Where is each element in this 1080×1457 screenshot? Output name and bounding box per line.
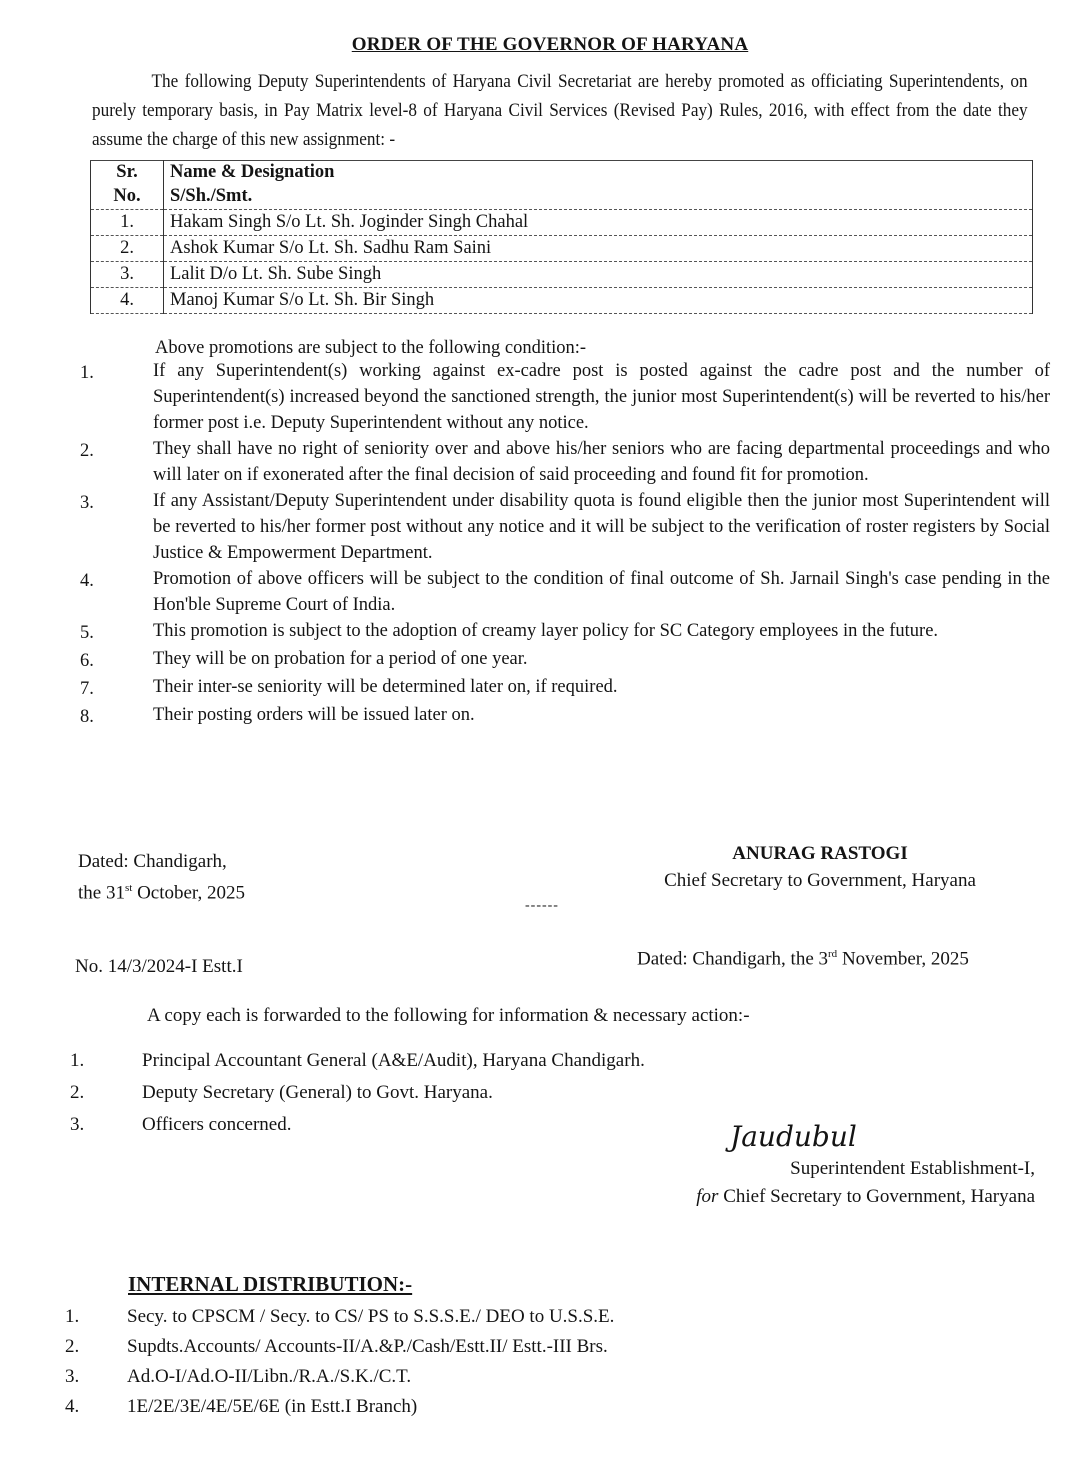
col-sr-header: Sr. — [91, 161, 164, 185]
signatory-designation: Chief Secretary to Government, Haryana — [664, 870, 976, 891]
row-sr: 3. — [91, 262, 164, 288]
table-row — [91, 262, 1033, 288]
order-date-line1: Dated: Chandigarh, — [78, 851, 227, 872]
row-name: Manoj Kumar S/o Lt. Sh. Bir Singh — [164, 288, 1033, 314]
row-sr: 2. — [91, 236, 164, 262]
endorsement-date — [637, 948, 969, 970]
condition-item — [80, 646, 1050, 674]
table-header-row — [91, 161, 1033, 185]
condition-number: 7. — [80, 679, 94, 699]
row-sr: 1. — [91, 210, 164, 236]
condition-text: If any Assistant/Deputy Superintendent under disability quota is found eligible then the junior most Superintendent will be reverted to his/her former post without any notice and it will be subject to the verification of roster registers by Social Justice & Empowerment Department. — [153, 491, 1050, 563]
condition-number: 6. — [80, 651, 94, 671]
table-row — [91, 236, 1033, 262]
condition-number: 1. — [80, 363, 94, 383]
endorsement-signer-for — [605, 1183, 1035, 1211]
recipient-item — [70, 1077, 645, 1109]
recipient-text: Principal Accountant General (A&E/Audit), Haryana Chandigarh. — [142, 1050, 645, 1071]
distribution-number: 3. — [65, 1366, 80, 1387]
endorsement-signer-title: Superintendent Establishment-I, — [790, 1158, 1035, 1179]
condition-text: If any Superintendent(s) working against ex-cadre post is posted against the cadre post and the number of Superintendent(s) increased beyond the sanctioned strength, the junior most Superintendent(s) will be reverted to his/her former post i.e. Deputy Superintendent without any notice. — [153, 361, 1050, 433]
condition-item — [80, 488, 1050, 566]
internal-distribution-heading: INTERNAL DISTRIBUTION:- — [128, 1272, 413, 1296]
order-date — [78, 848, 245, 906]
copy-intro: A copy each is forwarded to the following for information & necessary action:- — [147, 1005, 750, 1026]
recipient-text: Deputy Secretary (General) to Govt. Haryana. — [142, 1082, 493, 1103]
condition-number: 2. — [80, 441, 94, 461]
recipient-item — [70, 1109, 645, 1141]
order-date-suffix: st — [124, 882, 133, 894]
condition-text: This promotion is subject to the adoption of creamy layer policy for SC Category employees in the future. — [153, 621, 939, 641]
condition-item — [80, 702, 1050, 730]
condition-item — [80, 358, 1050, 436]
condition-text: They shall have no right of seniority over and above his/her seniors who are facing departmental proceedings and who will later on if exonerated after the final decision of said proceeding and found fit for promotion. — [153, 439, 1050, 485]
distribution-number: 2. — [65, 1336, 80, 1357]
distribution-text: Ad.O-I/Ad.O-II/Libn./R.A./S.K./C.T. — [127, 1366, 412, 1387]
distribution-text: 1E/2E/3E/4E/5E/6E (in Estt.I Branch) — [127, 1396, 418, 1417]
table-row — [91, 210, 1033, 236]
document-title: ORDER OF THE GOVERNOR OF HARYANA — [351, 34, 749, 55]
row-sr: 4. — [91, 288, 164, 314]
distribution-item — [65, 1362, 614, 1392]
condition-text: Their inter-se seniority will be determined later on, if required. — [153, 677, 618, 697]
distribution-number: 1. — [65, 1306, 80, 1327]
endorsement-date-suffix: rd — [828, 948, 838, 960]
col-name-subheader: S/Sh./Smt. — [164, 184, 1033, 210]
table-header-row-2 — [91, 184, 1033, 210]
recipient-number: 3. — [70, 1114, 85, 1135]
table-row — [91, 288, 1033, 314]
condition-number: 4. — [80, 571, 94, 591]
row-name: Hakam Singh S/o Lt. Sh. Joginder Singh Chahal — [164, 210, 1033, 236]
distribution-item — [65, 1302, 614, 1332]
separator: ------ — [525, 898, 559, 913]
endorsement-signer — [605, 1155, 1035, 1211]
order-date-line2 — [78, 875, 245, 906]
condition-item — [80, 436, 1050, 488]
signatory-block — [600, 840, 1040, 894]
recipient-number: 2. — [70, 1082, 85, 1103]
condition-item — [80, 618, 1050, 646]
recipient-list — [70, 1045, 645, 1141]
row-name: Lalit D/o Lt. Sh. Sube Singh — [164, 262, 1033, 288]
distribution-item — [65, 1332, 614, 1362]
conditions-list — [80, 358, 1050, 730]
condition-text: They will be on probation for a period of one year. — [153, 649, 528, 669]
internal-distribution-list — [65, 1302, 614, 1422]
conditions-intro: Above promotions are subject to the following condition:- — [155, 338, 587, 358]
condition-item — [80, 674, 1050, 702]
order-date-month-year: October, 2025 — [132, 882, 245, 904]
condition-item — [80, 566, 1050, 618]
condition-number: 5. — [80, 623, 94, 643]
endorsement-signer-office: Chief Secretary to Government, Haryana — [718, 1186, 1035, 1207]
condition-text: Their posting orders will be issued later on. — [153, 705, 475, 725]
promotion-table — [90, 160, 1033, 314]
condition-text: Promotion of above officers will be subject to the condition of final outcome of Sh. Jarnail Singh's case pending in the Hon'ble Supreme Court of India. — [153, 569, 1050, 615]
col-sr-subheader: No. — [91, 184, 164, 210]
endorsement-date-rest: November, 2025 — [837, 948, 969, 970]
distribution-item — [65, 1392, 614, 1422]
recipient-number: 1. — [70, 1050, 85, 1071]
condition-number: 8. — [80, 707, 94, 727]
distribution-number: 4. — [65, 1396, 80, 1417]
endorsement-number: No. 14/3/2024-I Estt.I — [75, 956, 243, 977]
intro-paragraph: The following Deputy Superintendents of Haryana Civil Secretariat are hereby promoted as officiating Superintendents, on purely temporary basis, in Pay Matrix level-8 of Haryana Civil Services (Revised Pay) Rules, 2016, with effect from the date they assume the charge of this new assignment: - — [92, 72, 1028, 150]
col-name-header: Name & Designation — [164, 161, 1033, 185]
condition-number: 3. — [80, 493, 94, 513]
order-date-day: the 31 — [78, 882, 125, 904]
distribution-text: Supdts.Accounts/ Accounts-II/A.&P./Cash/Estt.II/ Estt.-III Brs. — [127, 1336, 608, 1357]
distribution-text: Secy. to CPSCM / Secy. to CS/ PS to S.S.S.E./ DEO to U.S.S.E. — [127, 1306, 615, 1327]
for-label: for — [696, 1186, 719, 1207]
recipient-item — [70, 1045, 645, 1077]
handwritten-signature: Jaudubul — [730, 1120, 857, 1153]
endorsement-date-prefix: Dated: Chandigarh, the 3 — [637, 948, 829, 970]
signatory-name: ANURAG RASTOGI — [732, 843, 908, 864]
row-name: Ashok Kumar S/o Lt. Sh. Sadhu Ram Saini — [164, 236, 1033, 262]
recipient-text: Officers concerned. — [142, 1114, 292, 1135]
